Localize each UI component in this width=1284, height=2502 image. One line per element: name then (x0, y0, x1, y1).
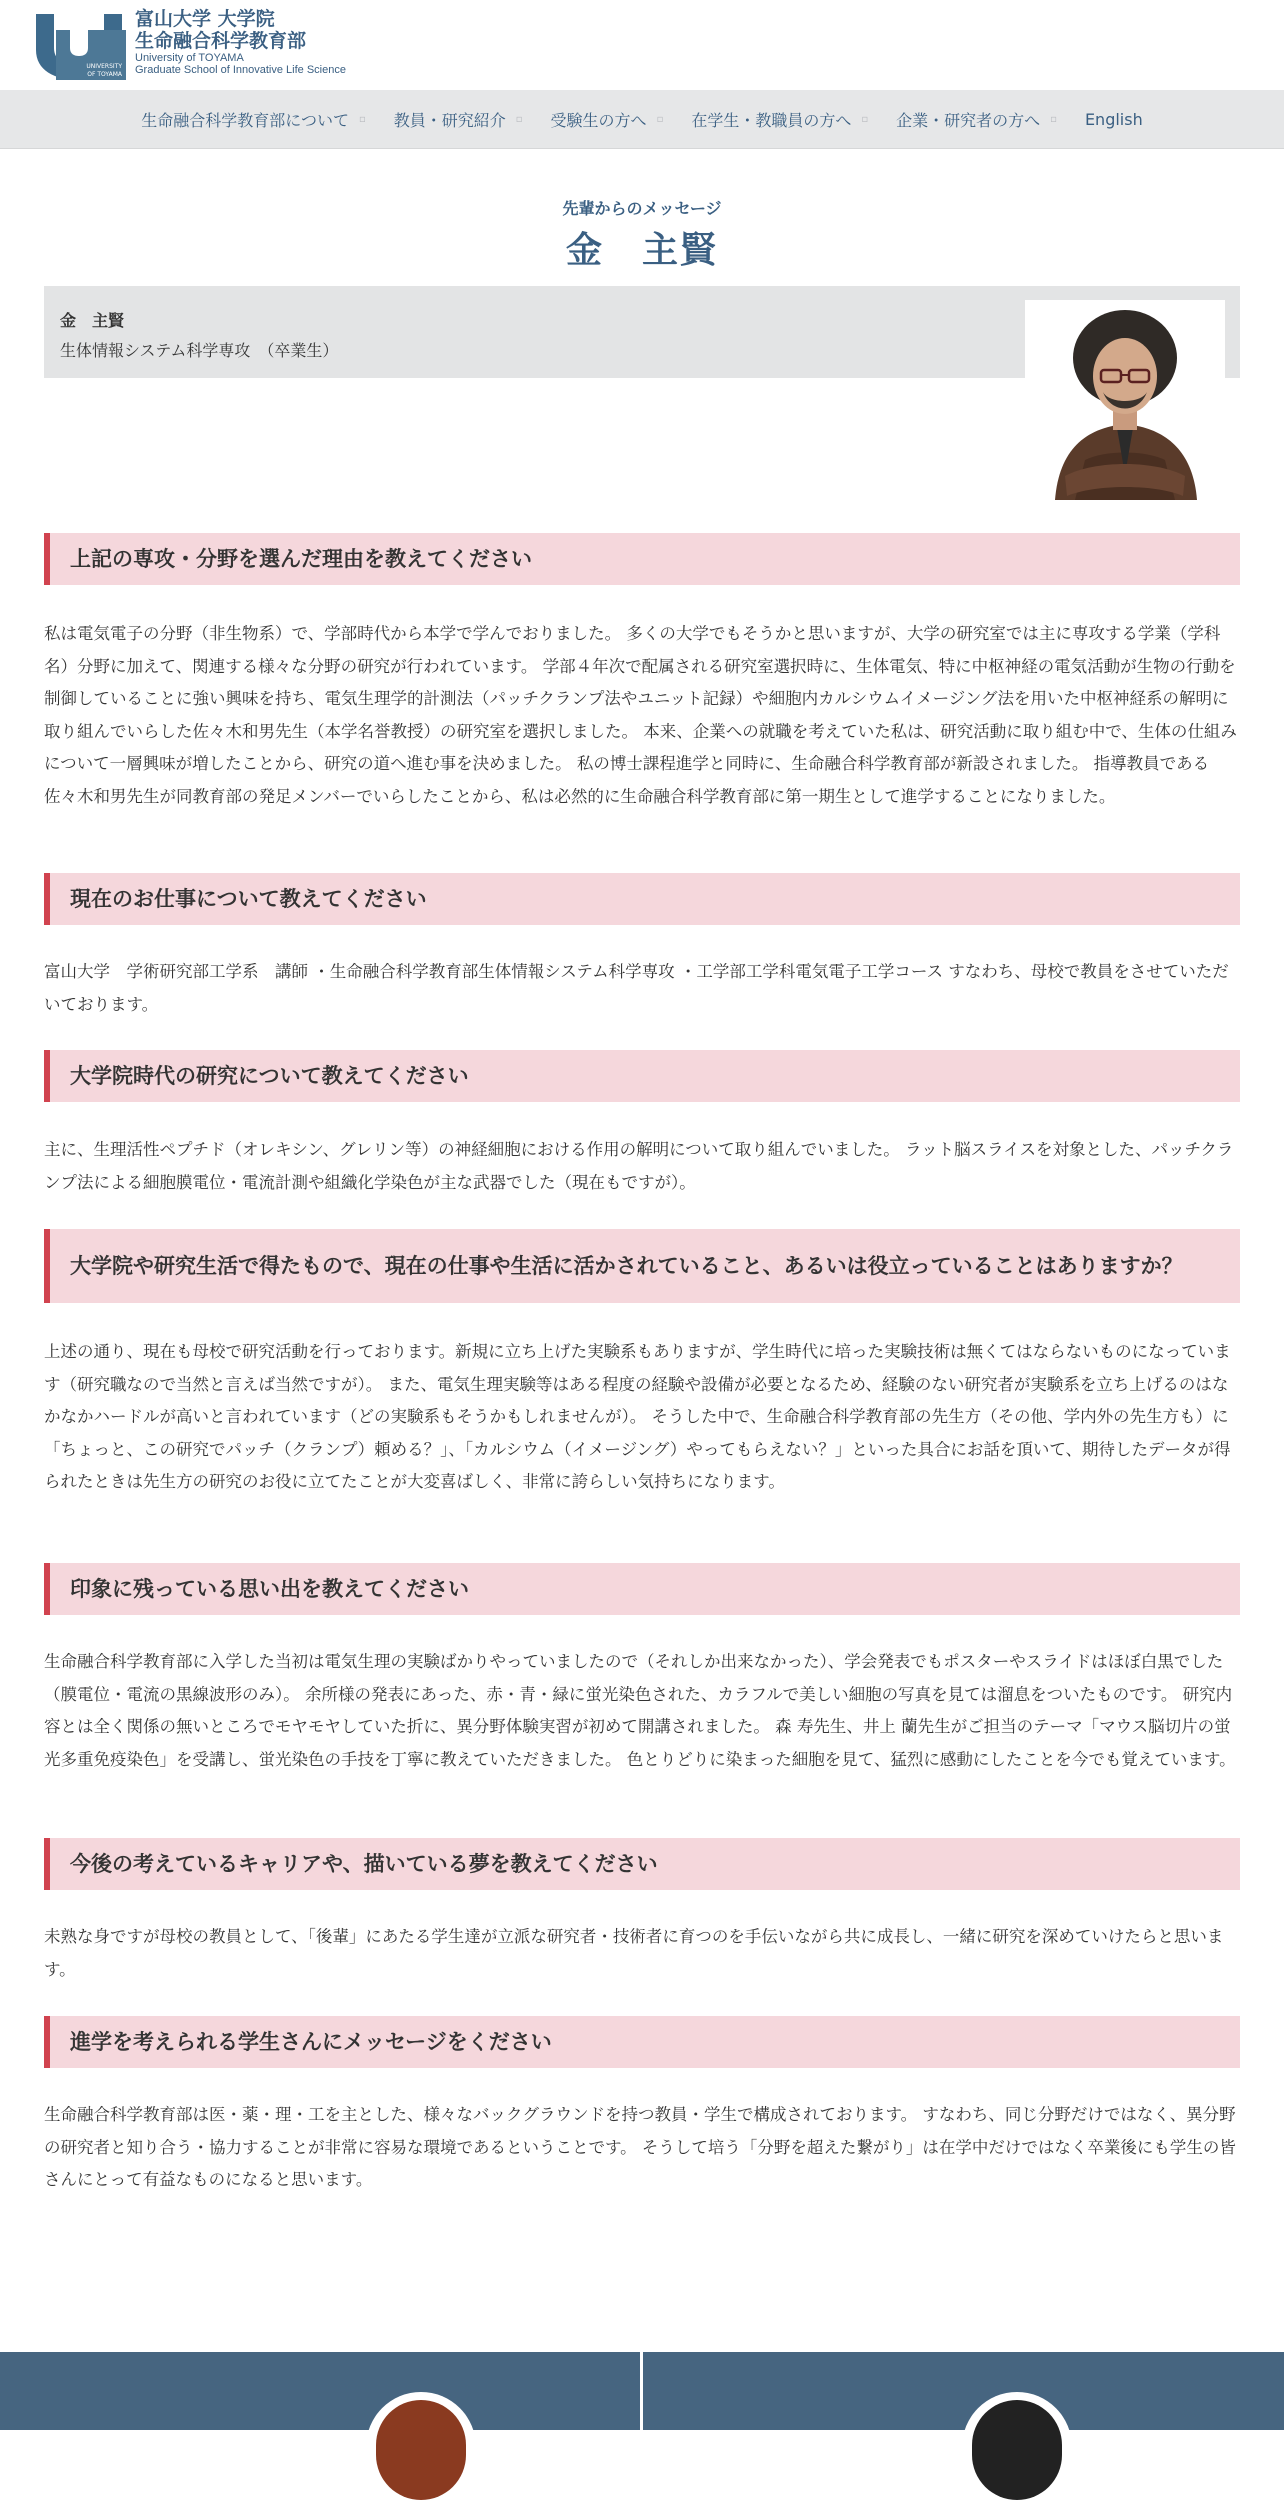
section-heading-text: 進学を考えられる学生さんにメッセージをください (70, 2029, 552, 2054)
site-title-en-line1: University of TOYAMA (135, 52, 244, 64)
divider (640, 2352, 643, 2430)
related-profile-avatar[interactable] (366, 2392, 476, 2502)
nav-item-label: 受験生の方へ (550, 110, 647, 130)
section-heading-text: 大学院や研究生活で得たもので、現在の仕事や生活に活かされていること、あるいは役立っていることはありますか？ (70, 1253, 1183, 1278)
nav-item-students[interactable] (691, 108, 868, 131)
section-heading-text: 現在のお仕事について教えてください (70, 886, 427, 911)
university-logo[interactable] (30, 8, 128, 80)
nav-item-label: 在学生・教職員の方へ (691, 110, 852, 130)
site-title-en-line2: Graduate School of Innovative Life Science (135, 64, 346, 76)
section-body-message: 生命融合科学教育部は医・薬・理・工を主とした、様々なバックグラウンドを持つ教員・学生で構成されております。 すなわち、同じ分野だけではなく、異分野の研究者と知り合う・協力することが非常に容易な環境であるということです。 そうして培う「分野を超えた繋がり」は在学中だけではなく卒業後にも学生の皆さんにとって有益なものになると思います。 (44, 2105, 1236, 2189)
logo-small-text-2: OF TOYAMA (87, 71, 122, 78)
site-title-line2: 生命融合科学教育部 (135, 30, 307, 52)
section-body-reason: 私は電気電子の分野（非生物系）で、学部時代から本学で学んでおりました。 多くの大学でもそうかと思いますが、大学の研究室では主に専攻する学業（学科名）分野に加えて、関連する様々な分野の研究が行われています。 学部４年次で配属される研究室選択時に、生体電気、特に中枢神経の電気活動が生物の行動を制御していることに強い興味を持ち、電気生理学的計測法（パッチクランプ法やユニット記録）や細胞内カルシウムイメージング法を用いた中枢神経系の解明に取り組んでいらした佐々木和男先生（本学名誉教授）の研究室を選択しました。 本来、企業への就職を考えていた私は、研究活動に取り組む中で、生体の仕組みについて一層興味が増したことから、研究の道へ進む事を決めました。 私の博士課程進学と同時に、生命融合科学教育部が新設されました。 指導教員である佐々木和男先生が同教育部の発足メンバーでいらしたことから、私は必然的に生命融合科学教育部に第一期生として進学することになりました。 (44, 624, 1237, 806)
logo-small-text-1: UNIVERSITY (86, 63, 122, 70)
section-body-benefits: 上述の通り、現在も母校で研究活動を行っております。新規に立ち上げた実験系もありますが、学生時代に培った実験技術は無くてはならないものになっています（研究職なので当然と言えば当然ですが）。 また、電気生理実験等はある程度の経験や設備が必要となるため、経験のない研究者が実験系を立ち上げるのはなかなかハードルが高いと言われています（どの実験系もそうかもしれませんが）。 そうした中で、生命融合科学教育部の先生方（その他、学内外の先生方も）に「ちょっと、この研究でパッチ（クランプ）頼める？」、「カルシウム（イメージング）やってもらえない？」といった具合にお話を頂いて、期待したデータが得られたときは先生方の研究のお役に立てたことが大変喜ばしく、非常に誇らしい気持ちになります。 (44, 1342, 1231, 1491)
related-profile-avatar[interactable] (962, 2392, 1072, 2502)
section-heading-text: 大学院時代の研究について教えてください (70, 1063, 469, 1088)
chevron-down-icon: ▫ (656, 113, 664, 125)
nav-item-label: 生命融合科学教育部について (141, 110, 349, 130)
page-subtitle: 先輩からのメッセージ (562, 199, 722, 218)
section-body-grad-research: 主に、生理活性ペプチド（オレキシン、グレリン等）の神経細胞における作用の解明について取り組んでいました。 ラット脳スライスを対象とした、パッチクランプ法による細胞膜電位・電流計測や組織化学染色が主な武器でした（現在もですが）。 (44, 1140, 1234, 1192)
nav-item-applicants[interactable] (551, 108, 664, 131)
section-heading-text: 印象に残っている思い出を教えてください (70, 1576, 469, 1601)
profile-name: 金 主賢 (60, 311, 125, 330)
main-nav (0, 90, 1284, 149)
page-title: 金 主賢 (565, 230, 718, 271)
section-heading-current-job (44, 873, 1240, 925)
section-heading-memories (44, 1563, 1240, 1615)
related-profiles-band (0, 2352, 1284, 2430)
profile-photo (1025, 300, 1225, 500)
nav-item-label: English (1084, 109, 1143, 129)
nav-item-about[interactable] (141, 108, 365, 131)
section-heading-reason (44, 533, 1240, 585)
chevron-down-icon: ▫ (1050, 113, 1057, 125)
section-heading-text: 上記の専攻・分野を選んだ理由を教えてください (70, 546, 532, 571)
section-body-career: 未熟な身ですが母校の教員として、「後輩」にあたる学生達が立派な研究者・技術者に育つのを手伝いながら共に成長し、一緒に研究を深めていけたらと思います。 (44, 1927, 1224, 1979)
site-title-line1: 富山大学 大学院 (135, 8, 275, 30)
chevron-down-icon: ▫ (515, 113, 523, 125)
nav-item-english[interactable] (1085, 110, 1143, 129)
section-heading-career (44, 1838, 1240, 1890)
nav-item-label: 教員・研究紹介 (393, 110, 506, 130)
section-heading-message (44, 2016, 1240, 2068)
nav-item-companies[interactable] (896, 108, 1057, 131)
section-body-current-job: 富山大学 学術研究部工学系 講師 ・生命融合科学教育部生体情報システム科学専攻 ・工学部工学科電気電子工学コース すなわち、母校で教員をさせていただいております。 (44, 962, 1229, 1014)
profile-department: 生体情報システム科学専攻 （卒業生） (60, 341, 339, 360)
section-body-memories: 生命融合科学教育部に入学した当初は電気生理の実験ばかりやっていましたので（それしか出来なかった）、学会発表でもポスターやスライドはほぼ白黒でした（膜電位・電流の黒線波形のみ）。 余所様の発表にあった、赤・青・緑に蛍光染色された、カラフルで美しい細胞の写真を見ては溜息をついたものです。 研究内容とは全く関係の無いところでモヤモヤしていた折に、異分野体験実習が初めて開講されました。 森 寿先生、井上 蘭先生がご担当のテーマ「マウス脳切片の蛍光多重免疫染色」を受講し、蛍光染色の手技を丁寧に教えていただきました。 色とりどりに染まった細胞を見て、猛烈に感動にしたことを今でも覚えています。 (44, 1652, 1236, 1769)
chevron-down-icon: ▫ (358, 113, 366, 125)
site-title[interactable] (135, 8, 346, 76)
chevron-down-icon: ▫ (861, 113, 869, 125)
section-heading-text: 今後の考えているキャリアや、描いている夢を教えてください (70, 1851, 658, 1876)
nav-item-label: 企業・研究者の方へ (896, 110, 1041, 130)
section-heading-benefits (44, 1229, 1240, 1303)
site-header (0, 0, 1284, 90)
section-heading-grad-research (44, 1050, 1240, 1102)
nav-item-faculty[interactable] (394, 108, 523, 131)
